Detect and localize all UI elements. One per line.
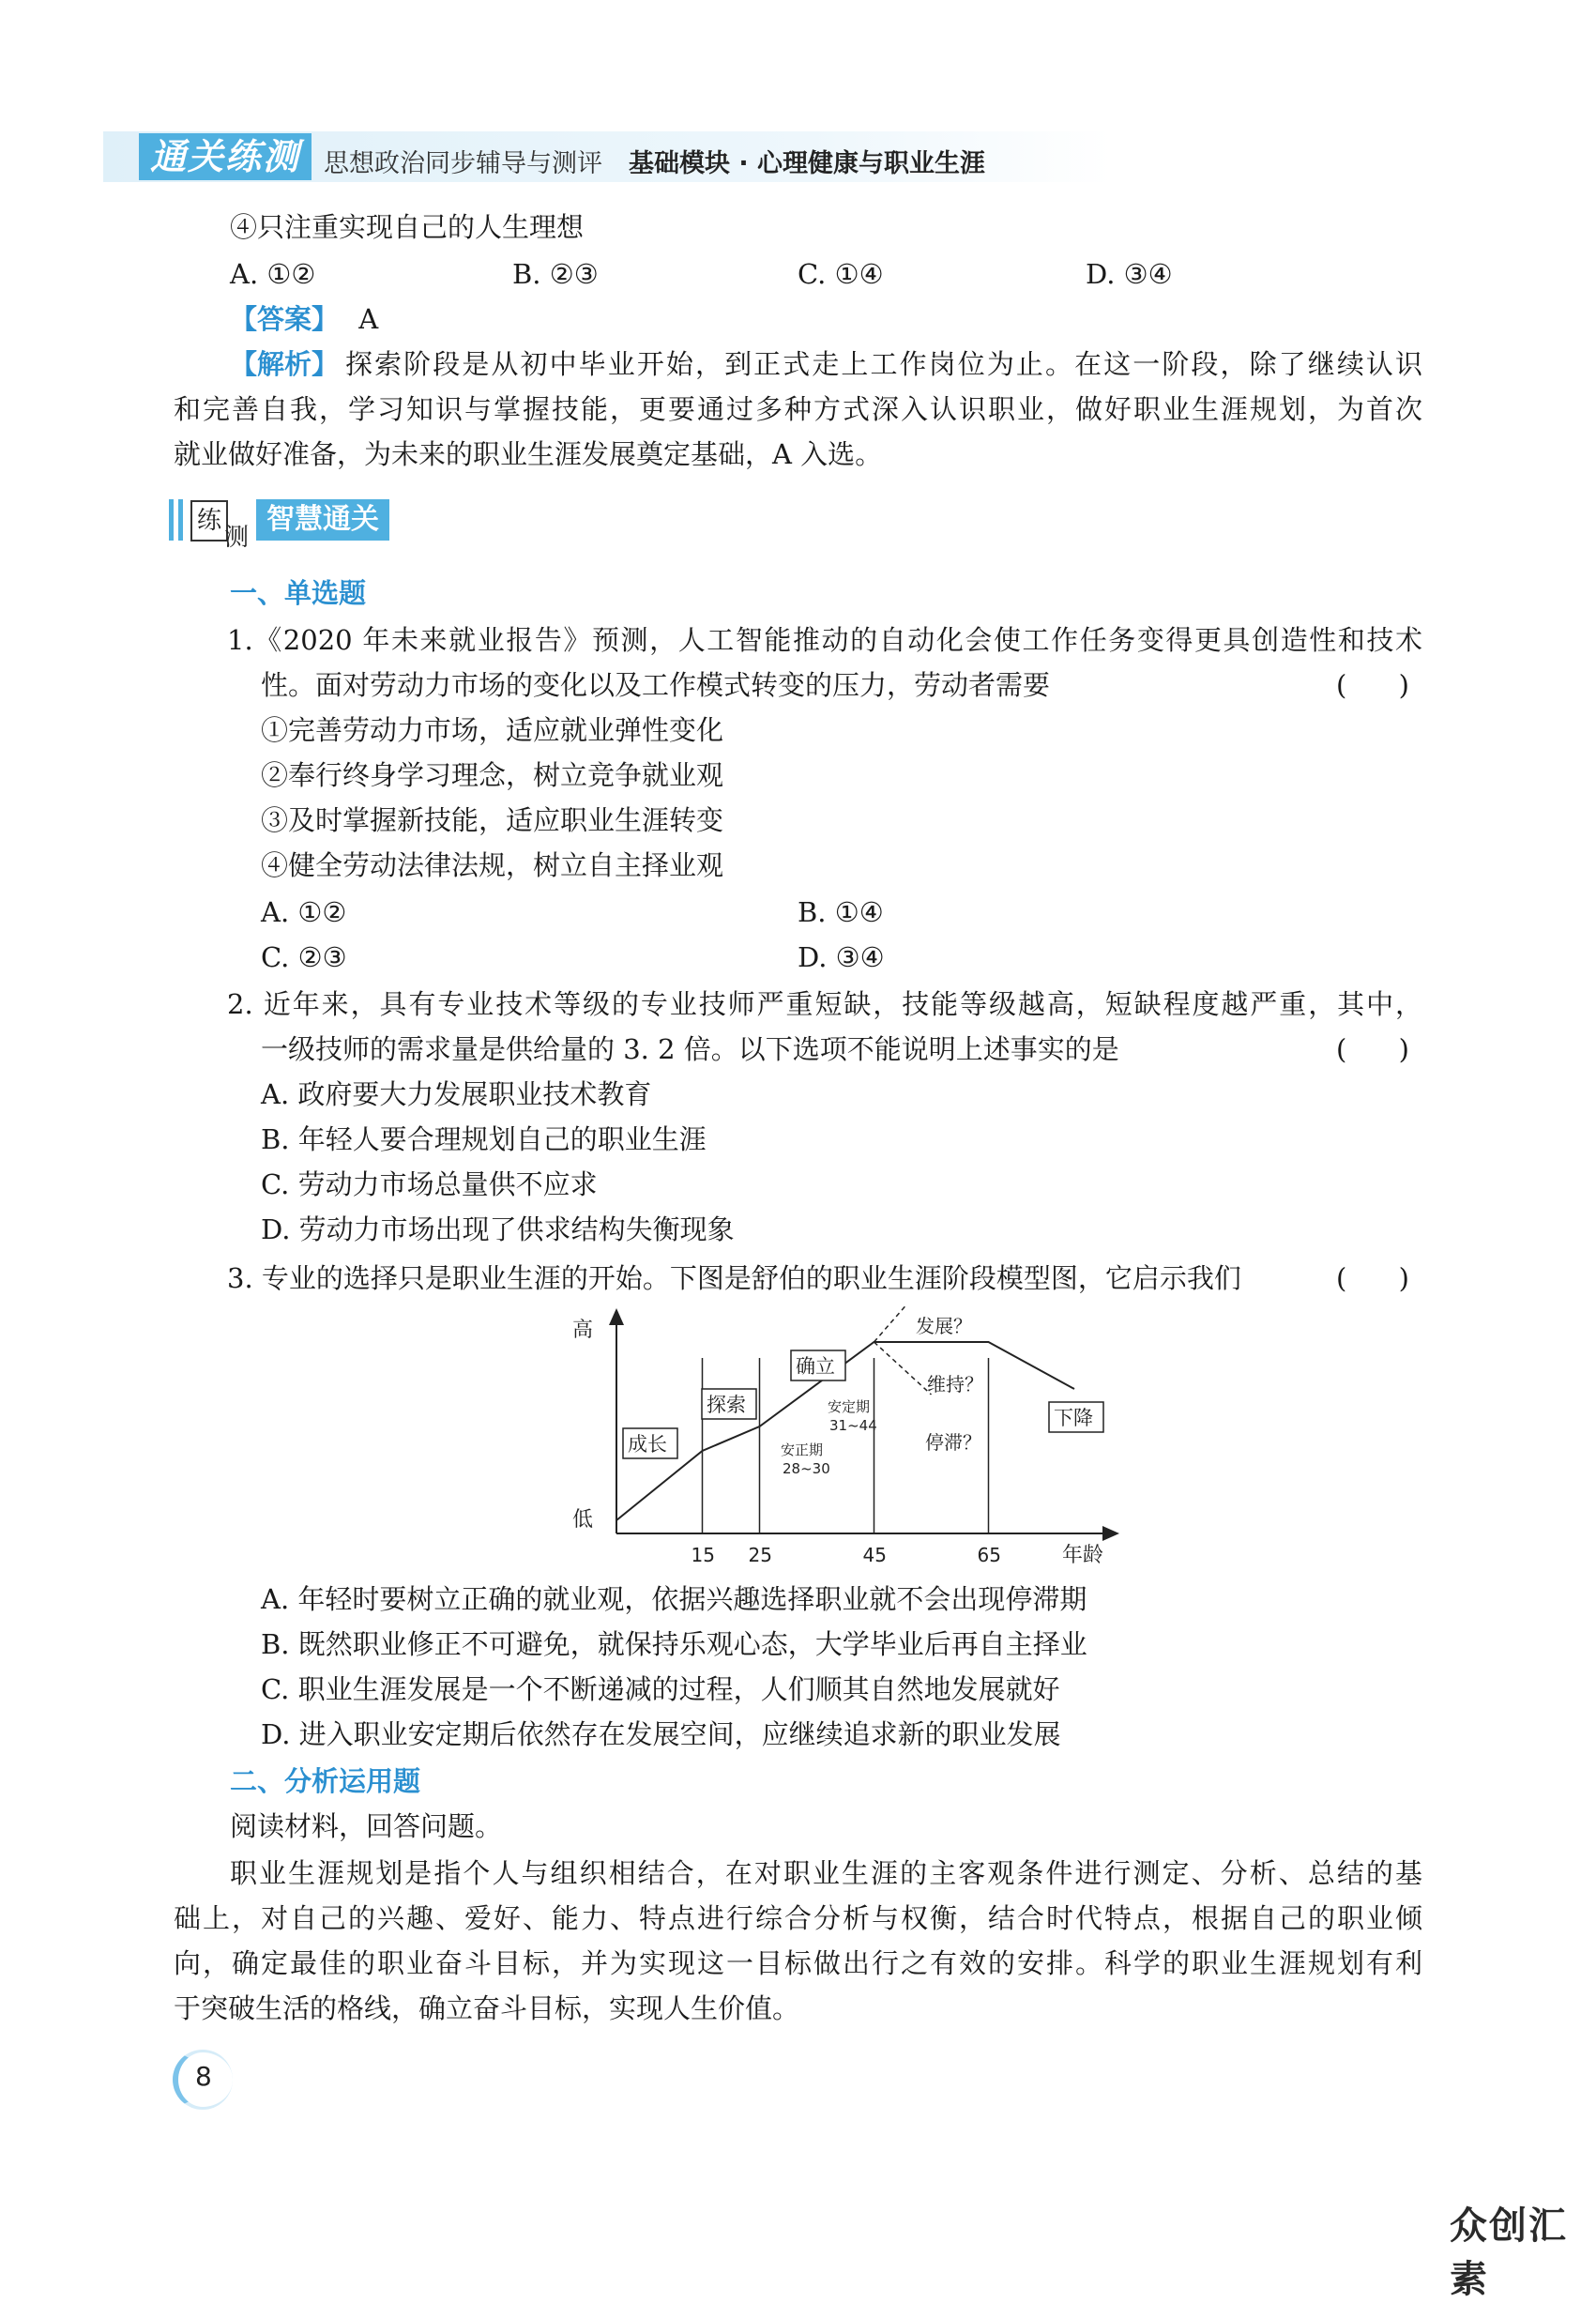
career-stage-chart	[563, 1306, 1126, 1579]
answer-value: A	[358, 303, 379, 335]
prev-option-a: A. ①②	[230, 258, 316, 290]
q3-option-d: D. 进入职业安定期后依然存在发展空间，应继续追求新的职业发展	[261, 1718, 1061, 1750]
q3-option-c: C. 职业生涯发展是一个不断递减的过程，人们顺其自然地发展就好	[261, 1673, 1060, 1705]
prev-option-b: B. ②③	[512, 258, 599, 290]
analysis-line-3: 就业做好准备，为未来的职业生涯发展奠定基础，A 入选。	[174, 438, 883, 470]
branch-stagnate	[874, 1342, 932, 1395]
q1-item-4: ④健全劳动法律法规，树立自主择业观	[261, 849, 724, 881]
section2-intro: 阅读材料，回答问题。	[230, 1810, 503, 1842]
watermark: 众创汇素	[1450, 2204, 1568, 2301]
annotation-develop: 发展？	[916, 1315, 972, 1337]
stage-label-decline: 下降	[1054, 1407, 1093, 1429]
q3-option-a: A. 年轻时要树立正确的就业观，依据兴趣选择职业就不会出现停滞期	[261, 1583, 1087, 1615]
annotation-maintain: 维持？	[927, 1373, 983, 1396]
analysis-line-2: 和完善自我，学习知识与掌握技能，更要通过多种方式深入认识职业，做好职业生涯规划，为首次	[174, 393, 1422, 425]
analysis-tag: 【解析】	[230, 348, 340, 380]
q3-option-b: B. 既然职业修正不可避免，就保持乐观心态，大学毕业后再自主择业	[261, 1628, 1087, 1660]
prev-option-c: C. ①④	[798, 258, 884, 290]
prev-item-4: ④只注重实现自己的人生理想	[230, 211, 585, 243]
practice-lian-box: 练	[190, 500, 228, 541]
q1-item-1: ①完善劳动力市场，适应就业弹性变化	[261, 714, 724, 746]
q2-option-a: A. 政府要大力发展职业技术教育	[261, 1078, 652, 1110]
material-line-2: 础上，对自己的兴趣、爱好、能力、特点进行综合分析与权衡，结合时代特点，根据自己的职业倾	[174, 1902, 1422, 1934]
section-title-analysis: 二、分析运用题	[230, 1765, 421, 1797]
x-tick-65: 65	[977, 1544, 1001, 1566]
q1-stem-line-1: 1.《2020 年未来就业报告》预测，人工智能推动的自动化会使工作任务变得更具创造性和技术	[227, 624, 1422, 656]
x-tick-45: 45	[862, 1544, 887, 1566]
q1-option-a: A. ①②	[261, 896, 347, 928]
answer-tag: 【答案】	[230, 303, 340, 335]
practice-banner: 智慧通关	[256, 499, 389, 541]
q2-option-d: D. 劳动力市场出现了供求结构失衡现象	[261, 1213, 735, 1245]
q1-option-b: B. ①④	[798, 896, 884, 928]
x-tick-25: 25	[748, 1544, 772, 1566]
stage-label-explore: 探索	[707, 1394, 746, 1416]
answer-line	[230, 300, 378, 338]
q3-answer-blank: ( )	[1336, 1262, 1409, 1294]
annotation-correction: 安正期	[781, 1441, 824, 1458]
q1-option-c: C. ②③	[261, 941, 347, 973]
stage-label-establish: 确立	[796, 1355, 835, 1378]
page-number: 8	[195, 2061, 212, 2092]
q2-stem-line-2: 一级技师的需求量是供给量的 3. 2 倍。以下选项不能说明上述事实的是	[261, 1033, 1119, 1065]
material-line-4: 于突破生活的格线，确立奋斗目标，实现人生价值。	[174, 1992, 800, 2024]
analysis-line-1: 探索阶段是从初中毕业开始，到正式走上工作岗位为止。在这一阶段，除了继续认识	[345, 348, 1422, 380]
material-line-1: 职业生涯规划是指个人与组织相结合，在对职业生涯的主客观条件进行测定、分析、总结的基	[230, 1857, 1422, 1889]
q2-answer-blank: ( )	[1336, 1033, 1409, 1065]
material-line-3: 向，确定最佳的职业奋斗目标，并为实现这一目标做出行之有效的安排。科学的职业生涯规划有利	[174, 1947, 1422, 1979]
annotation-stable-range: 31~44	[829, 1417, 877, 1434]
stage-label-grow: 成长	[628, 1433, 667, 1456]
x-axis-label: 年龄	[1062, 1544, 1104, 1567]
q2-option-b: B. 年轻人要合理规划自己的职业生涯	[261, 1123, 707, 1155]
annotation-stagnate: 停滞？	[925, 1431, 981, 1454]
book-logo: 通关练测	[139, 133, 312, 180]
banner-stripe	[169, 499, 174, 541]
q1-option-d: D. ③④	[798, 941, 885, 973]
q2-stem-line-1: 2. 近年来，具有专业技术等级的专业技师严重短缺，技能等级越高，短缺程度越严重，其中，	[227, 988, 1422, 1020]
q2-option-c: C. 劳动力市场总量供不应求	[261, 1168, 598, 1200]
annotation-stable: 安定期	[828, 1398, 871, 1415]
y-label-low: 低	[572, 1508, 594, 1532]
y-label-high: 高	[572, 1319, 594, 1342]
q1-answer-blank: ( )	[1336, 669, 1409, 701]
q1-item-2: ②奉行终身学习理念，树立竞争就业观	[261, 759, 724, 791]
banner-stripe	[178, 499, 183, 541]
prev-option-d: D. ③④	[1086, 258, 1173, 290]
annotation-correction-range: 28~30	[783, 1460, 830, 1477]
module-title: 基础模块 · 心理健康与职业生涯	[629, 149, 986, 178]
q1-stem-line-2: 性。面对劳动力市场的变化以及工作模式转变的压力，劳动者需要	[261, 669, 1051, 701]
practice-ce-char: 测	[224, 524, 250, 552]
q1-item-3: ③及时掌握新技能，适应职业生涯转变	[261, 804, 724, 836]
book-subtitle: 思想政治同步辅导与测评	[324, 149, 602, 178]
q3-stem: 3. 专业的选择只是职业生涯的开始。下图是舒伯的职业生涯阶段模型图，它启示我们	[227, 1262, 1241, 1294]
section-title-single-choice: 一、单选题	[230, 577, 367, 609]
x-tick-15: 15	[691, 1544, 715, 1566]
